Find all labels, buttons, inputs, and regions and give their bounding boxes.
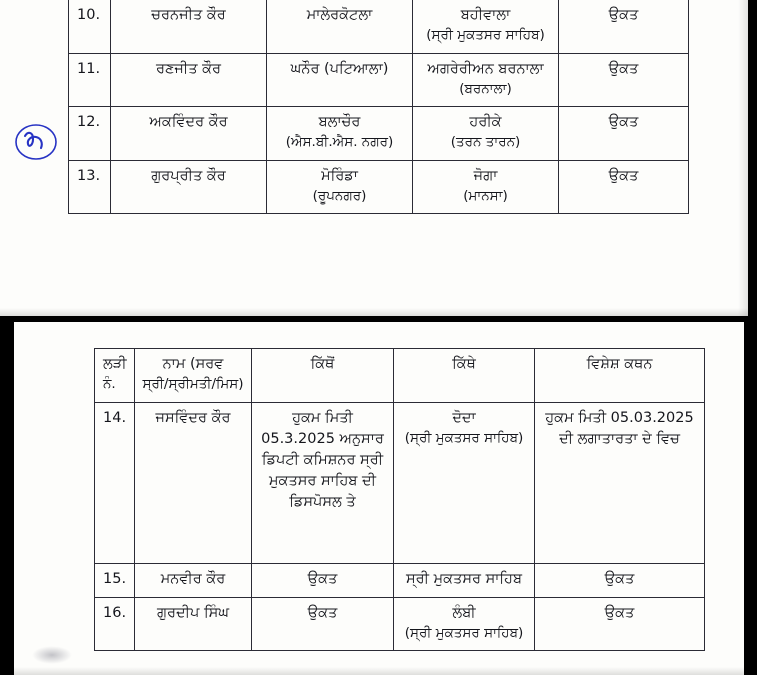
cell-name: ਗੁਰਦੀਪ ਸਿੰਘ — [135, 597, 252, 651]
cell-remarks: ਉਕਤ — [535, 563, 705, 597]
scan-smudge — [32, 646, 72, 664]
cell-from-main: ਮੋਰਿੰਡਾ — [321, 167, 358, 184]
table-header-row — [95, 349, 705, 403]
cell-name: ਜਸਵਿੰਦਰ ਕੌਰ — [135, 402, 252, 563]
table-row — [95, 597, 705, 651]
cell-from-sub: (ਐਸ.ਬੀ.ਐਸ. ਨਗਰ) — [285, 134, 394, 151]
scan-page-bottom — [14, 322, 744, 675]
cell-name: ਮਨਵੀਰ ਕੌਰ — [135, 563, 252, 597]
cell-serial: 13. — [69, 160, 111, 214]
cell-to-main: ਅਗਰੇਰੀਅਨ ਬਰਨਾਲਾ — [427, 60, 544, 77]
table-row — [69, 53, 689, 107]
cell-name: ਗੁਰਪ੍ਰੀਤ ਕੌਰ — [111, 160, 267, 214]
header-from: ਕਿੱਥੋਂ — [252, 349, 394, 403]
header-remarks: ਵਿਸ਼ੇਸ਼ ਕਥਨ — [535, 349, 705, 403]
header-serial-main: ਲੜੀ — [103, 356, 127, 372]
cell-to — [413, 107, 559, 161]
header-serial-sub: ਨੰ. — [103, 376, 116, 393]
cell-to — [394, 402, 535, 563]
transfer-table-top — [68, 0, 689, 214]
table-row — [69, 0, 689, 53]
cell-remarks: ਹੁਕਮ ਮਿਤੀ 05.03.2025 ਦੀ ਲਗਾਤਾਰਤਾ ਦੇ ਵਿਚ — [535, 402, 705, 563]
header-to: ਕਿੱਥੇ — [394, 349, 535, 403]
cell-to-sub: (ਬਰਨਾਲਾ) — [459, 80, 512, 97]
cell-serial: 14. — [95, 402, 135, 563]
cell-to — [413, 0, 559, 53]
cell-to-sub: (ਸ੍ਰੀ ਮੁਕਤਸਰ ਸਾਹਿਬ) — [404, 624, 524, 641]
cell-to-main: ਹਰੀਕੇ — [469, 114, 502, 131]
header-name — [135, 349, 252, 403]
table-row — [95, 563, 705, 597]
cell-name: ਰਣਜੀਤ ਕੌਰ — [111, 53, 267, 107]
scan-edge-shadow-bottom — [0, 308, 748, 316]
table-row — [69, 160, 689, 214]
handwritten-check-mark-icon — [14, 122, 58, 162]
cell-from: ਮਾਲੇਰਕੋਟਲਾ — [267, 0, 413, 53]
header-name-main: ਨਾਮ (ਸਰਵ — [162, 356, 224, 372]
table-row — [69, 107, 689, 161]
cell-from: ਉਕਤ — [252, 563, 394, 597]
cell-remarks: ਉਕਤ — [559, 160, 689, 214]
cell-from — [267, 107, 413, 161]
cell-to-sub: (ਸ੍ਰੀ ਮੁਕਤਸਰ ਸਾਹਿਬ) — [404, 429, 524, 446]
cell-to-main: ਲੰਬੀ — [452, 604, 476, 621]
cell-to-sub: (ਮਾਨਸਾ) — [463, 187, 508, 204]
cell-name: ਚਰਨਜੀਤ ਕੌਰ — [111, 0, 267, 53]
cell-to-sub: (ਸ੍ਰੀ ਮੁਕਤਸਰ ਸਾਹਿਬ) — [426, 27, 545, 44]
scan-page-top — [0, 0, 748, 316]
cell-remarks: ਉਕਤ — [559, 107, 689, 161]
cell-from-main: ਬਲਾਚੌਰ — [318, 114, 361, 131]
scan-edge-shadow-bottom — [14, 667, 744, 675]
cell-to — [413, 53, 559, 107]
transfer-table-bottom — [94, 348, 705, 651]
cell-name: ਅਕਵਿੰਦਰ ਕੌਰ — [111, 107, 267, 161]
cell-from-sub: (ਰੂਪਨਗਰ) — [312, 187, 367, 204]
cell-to — [413, 160, 559, 214]
header-name-sub: ਸ੍ਰੀ/ਸ੍ਰੀਮਤੀ/ਮਿਸ) — [142, 376, 244, 393]
cell-from: ਹੁਕਮ ਮਿਤੀ 05.3.2025 ਅਨੁਸਾਰ ਡਿਪਟੀ ਕਮਿਸ਼ਨਰ ਸ੍ਰੀ ਮੁਕਤਸਰ ਸਾਹਿਬ ਦੀ ਡਿਸਪੋਸਲ ਤੇ — [252, 402, 394, 563]
cell-to — [394, 597, 535, 651]
cell-serial: 10. — [69, 0, 111, 53]
cell-from: ਉਕਤ — [252, 597, 394, 651]
cell-to-main: ਦੋਦਾ — [452, 409, 476, 426]
cell-remarks: ਉਕਤ — [559, 53, 689, 107]
cell-to-main: ਬਹੀਵਾਲਾ — [460, 7, 511, 23]
cell-to: ਸ੍ਰੀ ਮੁਕਤਸਰ ਸਾਹਿਬ — [394, 563, 535, 597]
cell-remarks: ਉਕਤ — [559, 0, 689, 53]
cell-from — [267, 160, 413, 214]
cell-serial: 11. — [69, 53, 111, 107]
scan-gap-right-bottom — [744, 322, 757, 675]
cell-serial: 12. — [69, 107, 111, 161]
scan-gap-left-bottom — [0, 322, 14, 675]
scan-gap-horizontal — [0, 316, 757, 322]
cell-from: ਘਨੌਰ (ਪਟਿਆਲਾ) — [267, 53, 413, 107]
header-serial — [95, 349, 135, 403]
cell-serial: 16. — [95, 597, 135, 651]
cell-to-main: ਜੋਗਾ — [473, 167, 498, 184]
scan-gap-right-top — [748, 0, 757, 316]
cell-to-sub: (ਤਰਨ ਤਾਰਨ) — [450, 134, 521, 151]
scan-edge-shadow — [738, 0, 748, 316]
cell-serial: 15. — [95, 563, 135, 597]
table-row — [95, 402, 705, 563]
cell-remarks: ਉਕਤ — [535, 597, 705, 651]
